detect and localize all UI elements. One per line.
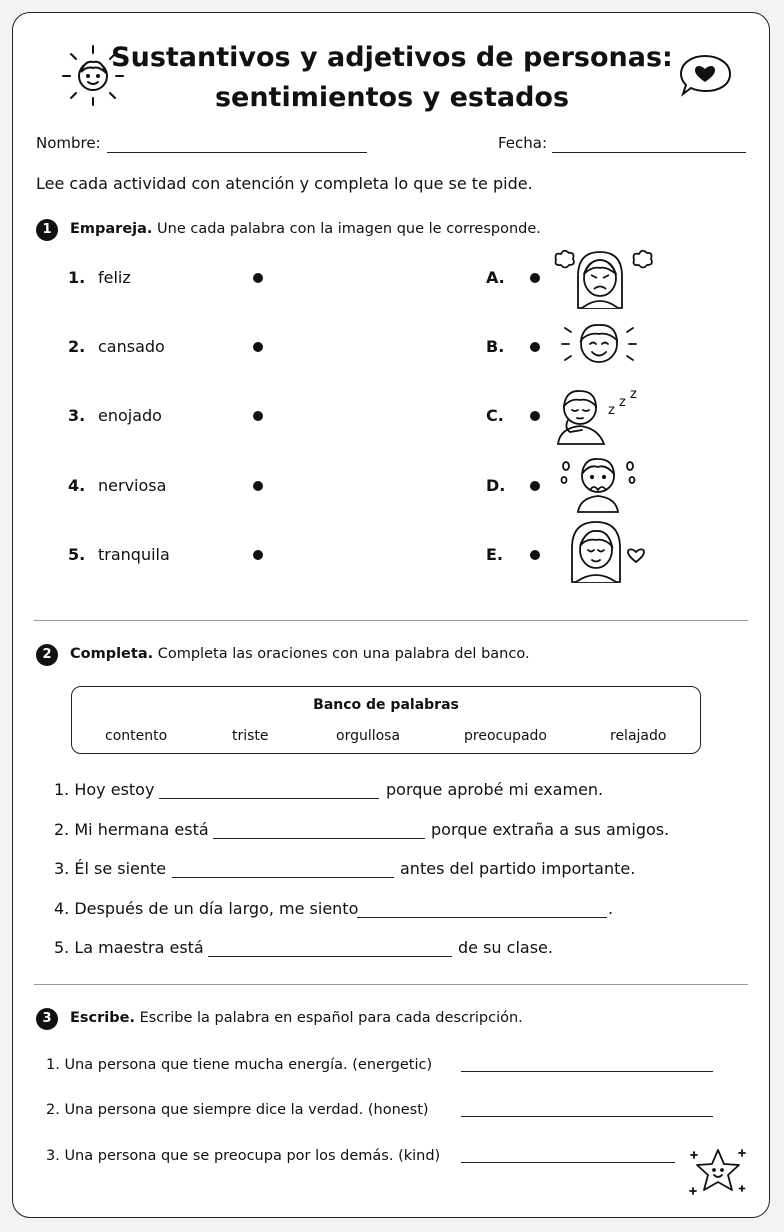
match-dot-right[interactable] [530,481,540,491]
section3-badge: 3 [36,1008,58,1030]
match-dot-left[interactable] [253,273,263,283]
match-word: cansado [98,337,165,356]
sleepy-boy-icon [552,384,644,446]
date-field[interactable] [552,152,746,153]
sentence-blank[interactable] [208,956,452,957]
match-word: feliz [98,268,131,287]
match-picture-letter: C. [486,406,504,425]
name-label: Nombre: [36,134,101,152]
divider-1 [34,620,748,621]
match-picture-letter: E. [486,545,504,564]
word-bank [71,686,701,754]
match-picture-letter: B. [486,337,505,356]
match-dot-right[interactable] [530,550,540,560]
svg-text:z: z [619,395,626,410]
bank-word: orgullosa [336,728,401,744]
section1-title: Empareja. [70,221,153,237]
sentence-end: de su clase. [458,938,553,957]
description-item: 3. Una persona que se preocupa por los demás. (kind) [46,1148,441,1164]
sentence-start: 2. Mi hermana está [54,820,209,839]
sentence-start: 4. Después de un día largo, me siento [54,899,359,918]
sentence-start: 1. Hoy estoy [54,780,155,799]
answer-line[interactable] [461,1162,675,1163]
match-dot-right[interactable] [530,273,540,283]
section1-header [70,221,541,237]
svg-text:z: z [608,403,615,418]
section1-badge: 1 [36,219,58,241]
svg-text:z: z [630,387,637,402]
word-bank-title: Banco de palabras [313,697,459,713]
angry-girl-icon [548,246,656,310]
match-word: tranquila [98,545,170,564]
match-word-number: 2. [68,337,86,356]
date-label: Fecha: [498,134,548,152]
name-field[interactable] [107,152,367,153]
match-word-number: 1. [68,268,86,287]
section3-header [70,1010,523,1026]
match-word: nerviosa [98,476,167,495]
sentence-end: antes del partido importante. [400,859,636,878]
nervous-girl-icon [558,452,638,514]
bank-word: triste [232,728,269,744]
match-dot-left[interactable] [253,342,263,352]
sentence-end: porque aprobé mi examen. [386,780,604,799]
match-word-number: 3. [68,406,86,425]
page-title-line2: sentimientos y estados [214,82,570,113]
answer-line[interactable] [461,1071,713,1072]
match-dot-right[interactable] [530,342,540,352]
section2-badge: 2 [36,644,58,666]
sentence-end: . [608,899,614,918]
match-picture-letter: A. [486,268,505,287]
instructions: Lee cada actividad con atención y completa lo que se te pide. [36,174,533,193]
section3-text: Escribe la palabra en español para cada descripción. [139,1010,523,1026]
match-dot-right[interactable] [530,411,540,421]
sentence-start: 3. Él se siente [54,859,167,878]
section3-title: Escribe. [70,1010,135,1026]
sentence-end: porque extraña a sus amigos. [431,820,670,839]
description-item: 1. Una persona que tiene mucha energía. (energetic) [46,1057,433,1073]
match-dot-left[interactable] [253,481,263,491]
match-word: enojado [98,406,162,425]
bank-word: preocupado [464,728,548,744]
section1-text: Une cada palabra con la imagen que le corresponde. [157,221,541,237]
match-dot-left[interactable] [253,411,263,421]
sentence-blank[interactable] [159,798,379,799]
match-dot-left[interactable] [253,550,263,560]
match-word-number: 5. [68,545,86,564]
page-title-line1: Sustantivos y adjetivos de personas: [111,42,673,73]
star-face-icon [688,1144,748,1200]
bank-word: relajado [610,728,667,744]
calm-girl-icon [564,518,650,584]
section2-text: Completa las oraciones con una palabra del banco. [157,646,530,662]
match-word-number: 4. [68,476,86,495]
sentence-start: 5. La maestra está [54,938,204,957]
answer-line[interactable] [461,1116,713,1117]
description-item: 2. Una persona que siempre dice la verdad. (honest) [46,1102,429,1118]
happy-boy-icon [556,314,642,370]
sentence-blank[interactable] [357,917,607,918]
sentence-blank[interactable] [213,838,425,839]
divider-2 [34,984,748,985]
section2-header [70,646,530,662]
match-picture-letter: D. [486,476,506,495]
section2-title: Completa. [70,646,154,662]
sentence-blank[interactable] [172,877,394,878]
bank-word: contento [105,728,168,744]
